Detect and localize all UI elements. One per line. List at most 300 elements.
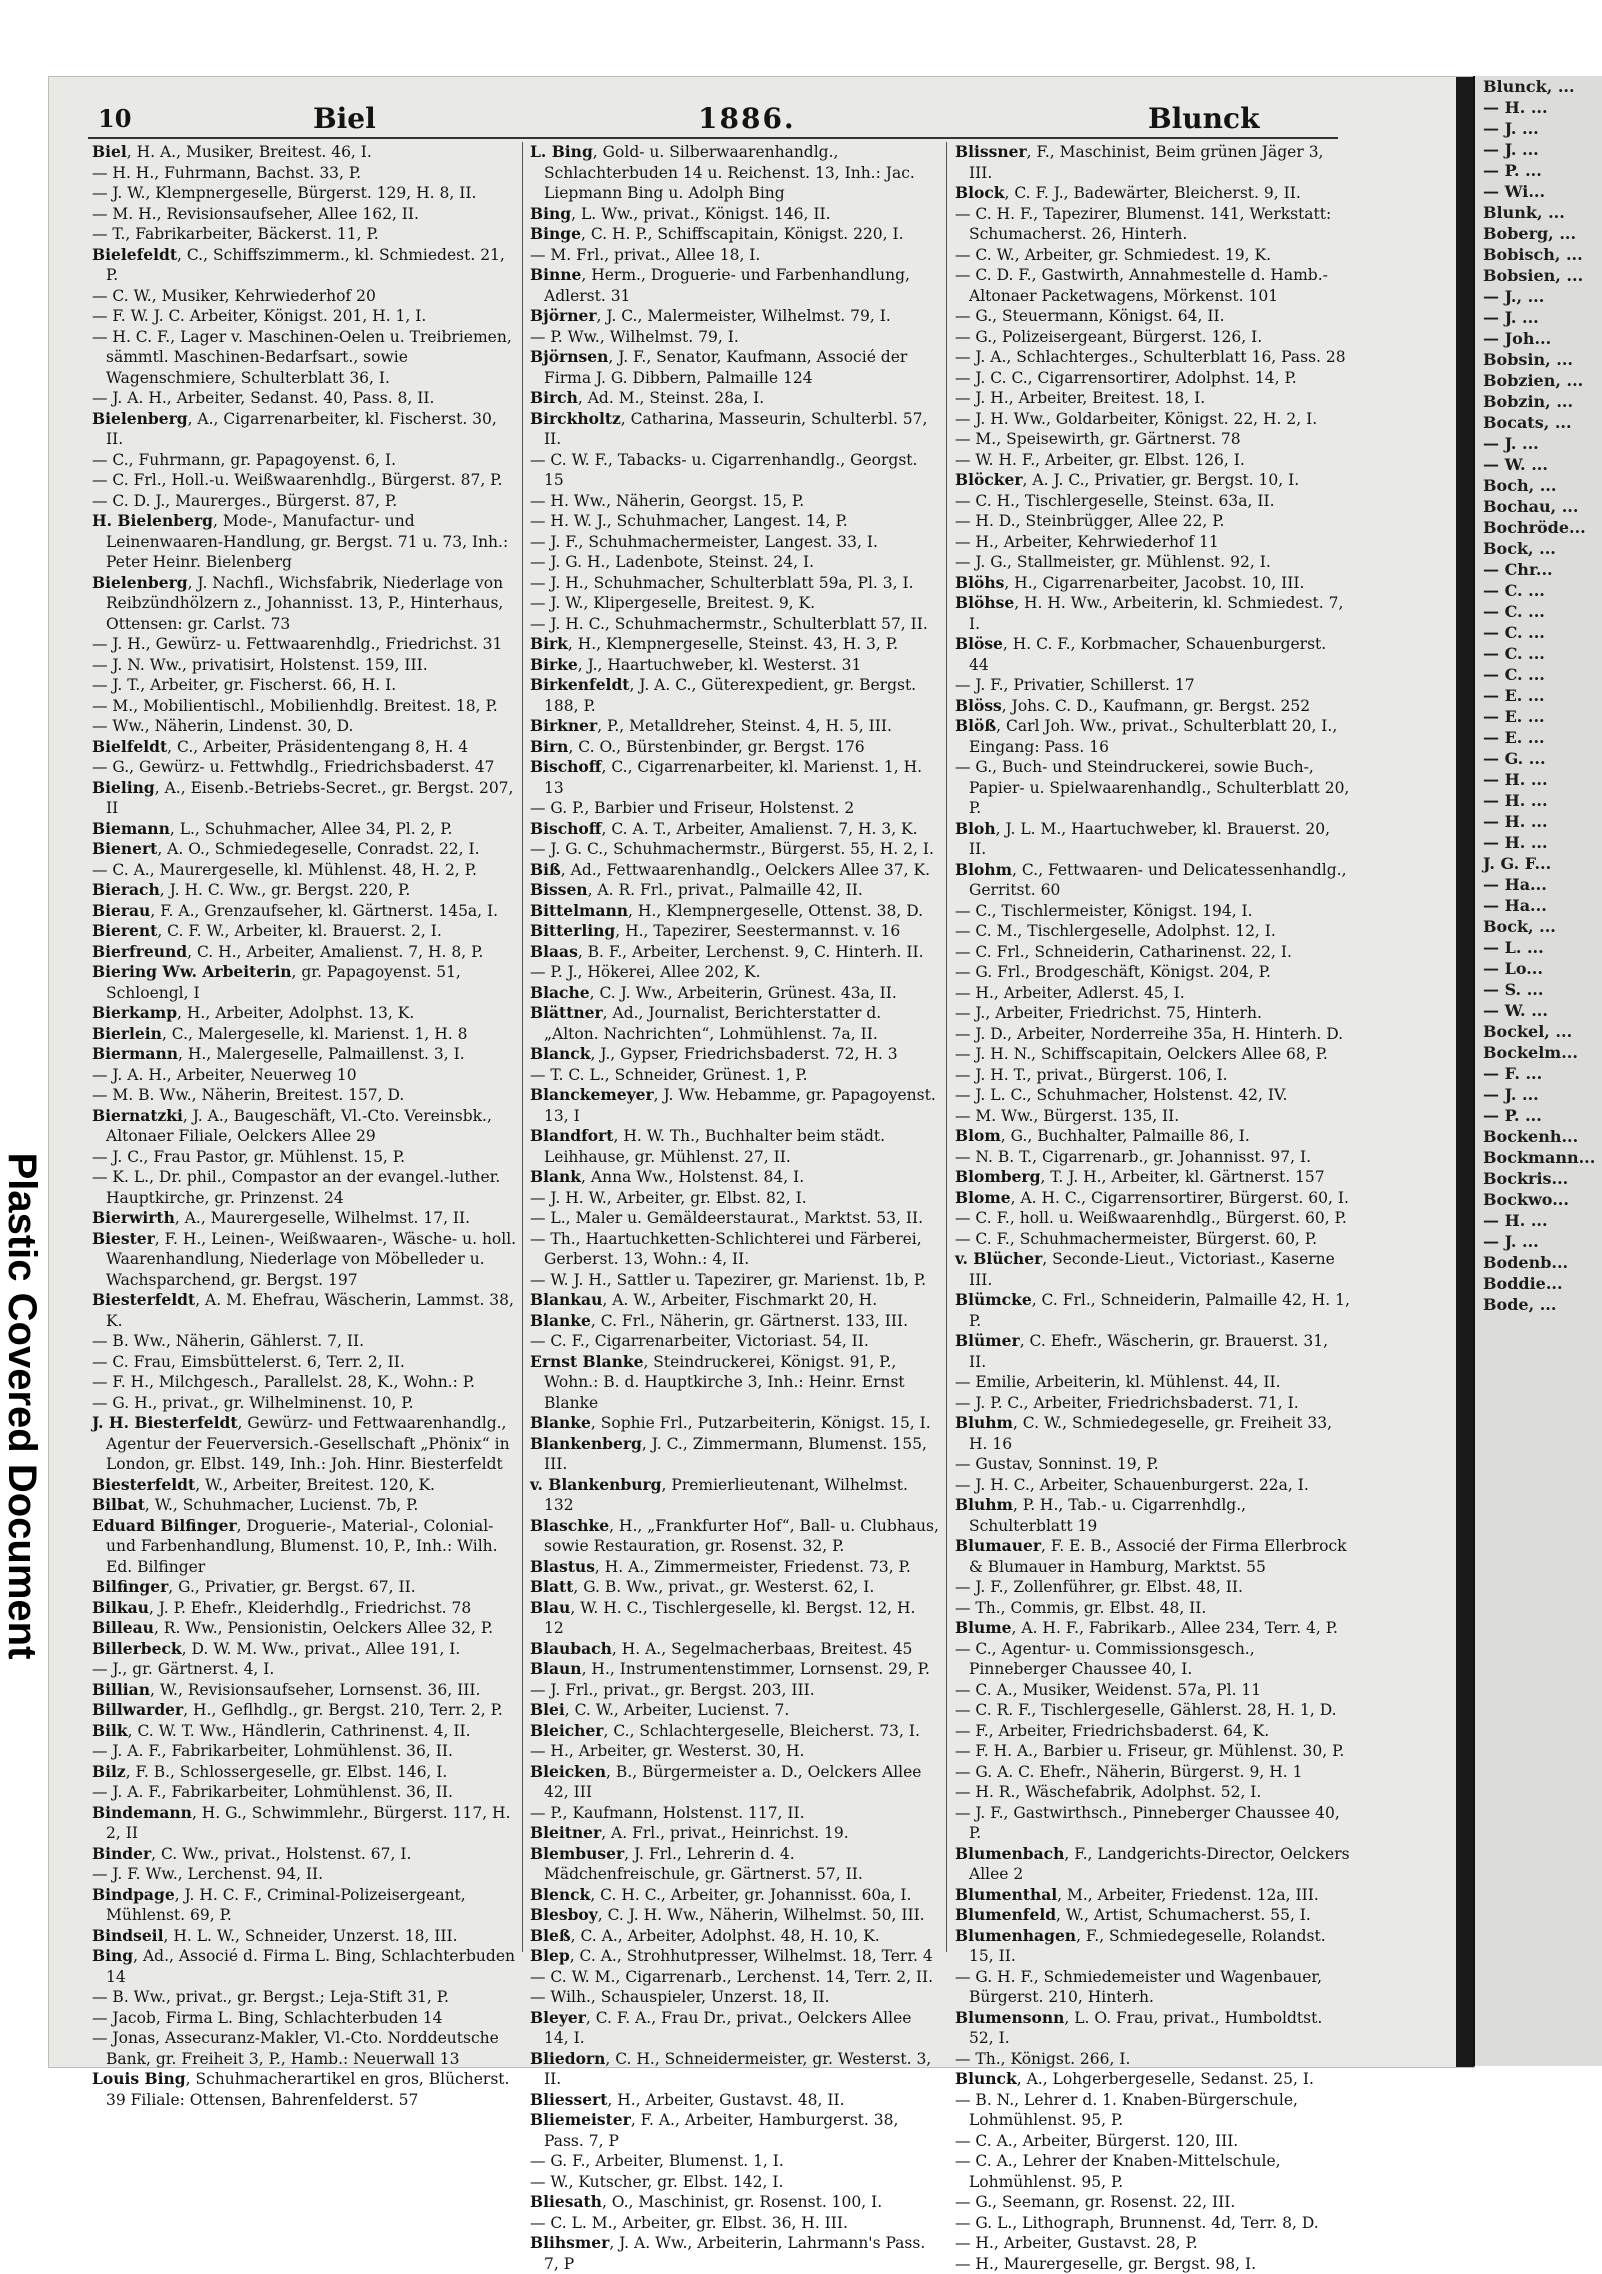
entry-surname: Bierfreund <box>92 942 187 961</box>
entry-surname: Bloh <box>955 819 996 838</box>
directory-entry: Blümer, C. Ehefr., Wäscherin, gr. Brauerst. 31, II. <box>955 1331 1350 1372</box>
directory-entry: — C. H. F., Tapezirer, Blumenst. 141, Werkstatt: Schumacherst. 26, Hinterh. <box>955 204 1350 245</box>
directory-entry: Blankau, A. W., Arbeiter, Fischmarkt 20, H. <box>530 1290 940 1311</box>
entry-surname: Blanckemeyer <box>530 1085 654 1104</box>
entry-surname: Blenck <box>530 1885 590 1904</box>
directory-entry: — J. H., Schuhmacher, Schulterblatt 59a, Pl. 3, I. <box>530 573 940 594</box>
directory-entry: Birn, C. O., Bürstenbinder, gr. Bergst. 176 <box>530 737 940 758</box>
entry-surname: Birk <box>530 634 568 653</box>
directory-entry: Blöhs, H., Cigarrenarbeiter, Jacobst. 10, III. <box>955 573 1350 594</box>
directory-entry: Birkenfeldt, J. A. C., Güterexpedient, gr. Bergst. 188, P. <box>530 675 940 716</box>
directory-entry: — Wilh., Schauspieler, Unzerst. 18, II. <box>530 1987 940 2008</box>
directory-entry: Bliesath, O., Maschinist, gr. Rosenst. 100, I. <box>530 2192 940 2213</box>
directory-entry: — M. H., Revisionsaufseher, Allee 162, II. <box>92 204 517 225</box>
header-year: 1886. <box>698 103 796 135</box>
directory-entry: — C. A., Lehrer der Knaben-Mittelschule, Lohmühlenst. 95, P. <box>955 2151 1350 2192</box>
directory-entry: Bierwirth, A., Maurergeselle, Wilhelmst. 17, II. <box>92 1208 517 1229</box>
directory-entry: — W. H. F., Arbeiter, gr. Elbst. 126, I. <box>955 450 1350 471</box>
entry-surname: Blumauer <box>955 1536 1041 1555</box>
directory-entry: — G., Polizeisergeant, Bürgerst. 126, I. <box>955 327 1350 348</box>
strip-entry: — P. ... <box>1475 1105 1602 1126</box>
directory-entry: Blumenthal, M., Arbeiter, Friedenst. 12a, III. <box>955 1885 1350 1906</box>
directory-entry: — Ww., Näherin, Lindenst. 30, D. <box>92 716 517 737</box>
strip-entry: — Chr... <box>1475 559 1602 580</box>
entry-surname: Bleicher <box>530 1721 603 1740</box>
directory-entry: — J. H. T., privat., Bürgerst. 106, I. <box>955 1065 1350 1086</box>
entry-surname: Blättner <box>530 1003 603 1022</box>
directory-entry: — H., Arbeiter, Adlerst. 45, I. <box>955 983 1350 1004</box>
entry-surname: Bitterling <box>530 921 615 940</box>
directory-entry: Blohm, C., Fettwaaren- und Delicatessenhandlg., Gerritst. 60 <box>955 860 1350 901</box>
directory-entry: — J. G., Stallmeister, gr. Mühlenst. 92, I. <box>955 552 1350 573</box>
entry-surname: Bilk <box>92 1721 128 1740</box>
directory-entry: Blaas, B. F., Arbeiter, Lerchenst. 9, C. Hinterh. II. <box>530 942 940 963</box>
directory-entry: — C. A., Maurergeselle, kl. Mühlenst. 48, H. 2, P. <box>92 860 517 881</box>
entry-surname: Blom <box>955 1126 1001 1145</box>
entry-surname: Blanck <box>530 1044 590 1063</box>
directory-column-3 <box>955 142 1350 1952</box>
directory-entry: Bielenberg, J. Nachfl., Wichsfabrik, Niederlage von Reibzündhölzern z., Johannisst. 13, P., Hinterhaus, Ottensen: gr. Carlst. 73 <box>92 573 517 635</box>
entry-surname: Blesboy <box>530 1905 598 1924</box>
strip-entry: Bockmann... <box>1475 1147 1602 1168</box>
strip-entry: — W. ... <box>1475 454 1602 475</box>
directory-entry: — J. A. F., Fabrikarbeiter, Lohmühlenst. 36, II. <box>92 1741 517 1762</box>
directory-entry: — J. C., Frau Pastor, gr. Mühlenst. 15, P. <box>92 1147 517 1168</box>
directory-entry: Blöse, H. C. F., Korbmacher, Schauenburgerst. 44 <box>955 634 1350 675</box>
directory-entry: Bindpage, J. H. C. F., Criminal-Polizeisergeant, Mühlenst. 69, P. <box>92 1885 517 1926</box>
directory-entry: — J. F., Zollenführer, gr. Elbst. 48, II. <box>955 1577 1350 1598</box>
strip-entry: — J. ... <box>1475 1231 1602 1252</box>
directory-entry: Blembuser, J. Frl., Lehrerin d. 4. Mädchenfreischule, gr. Gärtnerst. 57, II. <box>530 1844 940 1885</box>
directory-entry: — J. F., Privatier, Schillerst. 17 <box>955 675 1350 696</box>
strip-entry: Bockris... <box>1475 1168 1602 1189</box>
entry-surname: Bierau <box>92 901 150 920</box>
entry-surname: Biß <box>530 860 561 879</box>
directory-entry: Bissen, A. R. Frl., privat., Palmaille 42, II. <box>530 880 940 901</box>
entry-surname: Birckholtz <box>530 409 621 428</box>
strip-entry: — C. ... <box>1475 622 1602 643</box>
directory-column-2 <box>530 142 940 1952</box>
directory-entry: Bleß, C. A., Arbeiter, Adolphst. 48, H. 10, K. <box>530 1926 940 1947</box>
directory-entry: Blanke, C. Frl., Näherin, gr. Gärtnerst. 133, III. <box>530 1311 940 1332</box>
directory-entry: — J. W., Klempnergeselle, Bürgerst. 129, H. 8, II. <box>92 183 517 204</box>
directory-entry: Biering Ww. Arbeiterin, gr. Papagoyenst. 51, Schloengl, I <box>92 962 517 1003</box>
strip-entry: — J. ... <box>1475 1084 1602 1105</box>
directory-entry: v. Blankenburg, Premierlieutenant, Wilhelmst. 132 <box>530 1475 940 1516</box>
directory-entry: Bienert, A. O., Schmiedegeselle, Conradst. 22, I. <box>92 839 517 860</box>
strip-entry: — J. ... <box>1475 118 1602 139</box>
directory-entry: — C. F., Schuhmachermeister, Bürgerst. 60, P. <box>955 1229 1350 1250</box>
strip-entry: — J., ... <box>1475 286 1602 307</box>
directory-entry: Biß, Ad., Fettwaarenhandlg., Oelckers Allee 37, K. <box>530 860 940 881</box>
entry-surname: Ernst Blanke <box>530 1352 643 1371</box>
directory-entry: Bilfinger, G., Privatier, gr. Bergst. 67, II. <box>92 1577 517 1598</box>
directory-entry: — J. H. C., Arbeiter, Schauenburgerst. 22a, I. <box>955 1475 1350 1496</box>
entry-surname: Blei <box>530 1700 565 1719</box>
directory-entry: Blaubach, H. A., Segelmacherbaas, Breitest. 45 <box>530 1639 940 1660</box>
directory-entry: — G. L., Lithograph, Brunnenst. 4d, Terr. 8, D. <box>955 2213 1350 2234</box>
directory-entry: — J. G. H., Ladenbote, Steinst. 24, I. <box>530 552 940 573</box>
directory-entry: — C. D. J., Maurerges., Bürgerst. 87, P. <box>92 491 517 512</box>
entry-surname: Blunck <box>955 2069 1017 2088</box>
entry-surname: Blöcker <box>955 470 1023 489</box>
strip-entry: Bobzin, ... <box>1475 391 1602 412</box>
directory-entry: — C. W., Arbeiter, gr. Schmiedest. 19, K. <box>955 245 1350 266</box>
entry-surname: Blöß <box>955 716 996 735</box>
directory-entry: — C., Tischlermeister, Königst. 194, I. <box>955 901 1350 922</box>
directory-entry: — J. F. Ww., Lerchenst. 94, II. <box>92 1864 517 1885</box>
strip-entry: — H. ... <box>1475 97 1602 118</box>
running-head <box>88 103 1338 139</box>
entry-surname: Blümer <box>955 1331 1020 1350</box>
entry-surname: Blankau <box>530 1290 602 1309</box>
entry-surname: Blome <box>955 1188 1011 1207</box>
next-page-strip <box>1473 76 1602 2066</box>
strip-entry: Bobzien, ... <box>1475 370 1602 391</box>
strip-entry: — Lo... <box>1475 958 1602 979</box>
directory-entry: — G., Seemann, gr. Rosenst. 22, III. <box>955 2192 1350 2213</box>
strip-entry: — H. ... <box>1475 811 1602 832</box>
directory-entry: Blume, A. H. F., Fabrikarb., Allee 234, Terr. 4, P. <box>955 1618 1350 1639</box>
directory-entry: — H. H., Fuhrmann, Bachst. 33, P. <box>92 163 517 184</box>
strip-entry: — J. ... <box>1475 433 1602 454</box>
strip-entry: Bockwo... <box>1475 1189 1602 1210</box>
entry-surname: Bluhm <box>955 1495 1013 1514</box>
directory-entry: — C. D. F., Gastwirth, Annahmestelle d. Hamb.-Altonaer Packetwagens, Mörkenst. 101 <box>955 265 1350 306</box>
directory-entry: — C. F., holl. u. Weißwaarenhdlg., Bürgerst. 60, P. <box>955 1208 1350 1229</box>
column-divider <box>946 142 947 1952</box>
directory-entry: — M., Mobilientischl., Mobilienhdlg. Breitest. 18, P. <box>92 696 517 717</box>
entry-surname: Birch <box>530 388 578 407</box>
directory-entry: — P., Kaufmann, Holstenst. 117, II. <box>530 1803 940 1824</box>
strip-entry: Bockel, ... <box>1475 1021 1602 1042</box>
strip-entry: — H. ... <box>1475 1210 1602 1231</box>
directory-entry: Bittelmann, H., Klempnergeselle, Ottenst. 38, D. <box>530 901 940 922</box>
directory-entry: — J. F., Schuhmachermeister, Langest. 33, I. <box>530 532 940 553</box>
strip-entry: Bockenh... <box>1475 1126 1602 1147</box>
entry-surname: Billian <box>92 1680 150 1699</box>
directory-entry: Blumensonn, L. O. Frau, privat., Humboldtst. 52, I. <box>955 2008 1350 2049</box>
entry-surname: Bielefeldt <box>92 245 177 264</box>
directory-entry: — C. R. F., Tischlergeselle, Gählerst. 28, H. 1, D. <box>955 1700 1350 1721</box>
directory-entry: Blatt, G. B. Ww., privat., gr. Westerst. 62, I. <box>530 1577 940 1598</box>
directory-entry: Bindseil, H. L. W., Schneider, Unzerst. 18, III. <box>92 1926 517 1947</box>
directory-entry: — C. Frau, Eimsbüttelerst. 6, Terr. 2, II. <box>92 1352 517 1373</box>
entry-surname: Binder <box>92 1844 151 1863</box>
side-label: Plastic Covered Document <box>0 1126 44 1686</box>
entry-surname: Björner <box>530 306 597 325</box>
directory-entry: — H., Arbeiter, gr. Westerst. 30, H. <box>530 1741 940 1762</box>
strip-entry: — Ha... <box>1475 895 1602 916</box>
entry-surname: Birn <box>530 737 568 756</box>
directory-entry: — J. C. C., Cigarrensortirer, Adolphst. 14, P. <box>955 368 1350 389</box>
directory-entry: Blastus, H. A., Zimmermeister, Friedenst. 73, P. <box>530 1557 940 1578</box>
entry-surname: Bleyer <box>530 2008 586 2027</box>
directory-entry: Blaun, H., Instrumentenstimmer, Lornsenst. 29, P. <box>530 1659 940 1680</box>
directory-entry: — C. W. M., Cigarrenarb., Lerchenst. 14, Terr. 2, II. <box>530 1967 940 1988</box>
directory-entry: — Th., Haartuchketten-Schlichterei und Färberei, Gerberst. 13, Wohn.: 4, II. <box>530 1229 940 1270</box>
entry-surname: Biel <box>92 142 127 161</box>
strip-entry: Bochau, ... <box>1475 496 1602 517</box>
entry-surname: Bierent <box>92 921 157 940</box>
strip-entry: — Joh... <box>1475 328 1602 349</box>
directory-entry: Billerbeck, D. W. M. Ww., privat., Allee 191, I. <box>92 1639 517 1660</box>
directory-entry: — J. A. F., Fabrikarbeiter, Lohmühlenst. 36, II. <box>92 1782 517 1803</box>
strip-entry: Bocats, ... <box>1475 412 1602 433</box>
entry-surname: Bierwirth <box>92 1208 175 1227</box>
entry-surname: Billeau <box>92 1618 154 1637</box>
directory-entry: Bleicken, B., Bürgermeister a. D., Oelckers Allee 42, III <box>530 1762 940 1803</box>
directory-entry: Ernst Blanke, Steindruckerei, Königst. 91, P., Wohn.: B. d. Hauptkirche 3, Inh.: Heinr. Ernst Blanke <box>530 1352 940 1414</box>
entry-surname: Bischoff <box>530 757 601 776</box>
entry-surname: Biesterfeldt <box>92 1290 195 1309</box>
directory-entry: Bloh, J. L. M., Haartuchweber, kl. Brauerst. 20, II. <box>955 819 1350 860</box>
directory-entry: Biel, H. A., Musiker, Breitest. 46, I. <box>92 142 517 163</box>
directory-entry: Billeau, R. Ww., Pensionistin, Oelckers Allee 32, P. <box>92 1618 517 1639</box>
strip-entry: J. G. F... <box>1475 853 1602 874</box>
directory-entry: Bilk, C. W. T. Ww., Händlerin, Cathrinenst. 4, II. <box>92 1721 517 1742</box>
entry-surname: Biester <box>92 1229 155 1248</box>
directory-entry: Blache, C. J. Ww., Arbeiterin, Grünest. 43a, II. <box>530 983 940 1004</box>
directory-entry: — Th., Commis, gr. Elbst. 48, II. <box>955 1598 1350 1619</box>
entry-surname: J. H. Biesterfeldt <box>92 1413 238 1432</box>
strip-entry: — F. ... <box>1475 1063 1602 1084</box>
entry-surname: Bischoff <box>530 819 601 838</box>
directory-entry: Björnsen, J. F., Senator, Kaufmann, Associé der Firma J. G. Dibbern, Palmaille 124 <box>530 347 940 388</box>
directory-entry: — P. Ww., Wilhelmst. 79, I. <box>530 327 940 348</box>
directory-entry: — G., Gewürz- u. Fettwhdlg., Friedrichsbaderst. 47 <box>92 757 517 778</box>
directory-entry: — H., Arbeiter, Gustavst. 28, P. <box>955 2233 1350 2254</box>
directory-entry: — G., Steuermann, Königst. 64, II. <box>955 306 1350 327</box>
directory-entry: — B. Ww., Näherin, Gählerst. 7, II. <box>92 1331 517 1352</box>
directory-entry: — H. Ww., Näherin, Georgst. 15, P. <box>530 491 940 512</box>
strip-entry: — J. ... <box>1475 139 1602 160</box>
directory-entry: Biermann, H., Malergeselle, Palmaillenst. 3, I. <box>92 1044 517 1065</box>
entry-surname: Bliedorn <box>530 2049 605 2068</box>
entry-surname: Blumenbach <box>955 1844 1064 1863</box>
entry-surname: Bing <box>92 1946 133 1965</box>
directory-entry: Bielenberg, A., Cigarrenarbeiter, kl. Fischerst. 30, II. <box>92 409 517 450</box>
entry-surname: Blume <box>955 1618 1012 1637</box>
entry-surname: Blanke <box>530 1311 591 1330</box>
entry-surname: Blep <box>530 1946 570 1965</box>
entry-surname: Bilbat <box>92 1495 145 1514</box>
directory-entry: Birkner, P., Metalldreher, Steinst. 4, H. 5, III. <box>530 716 940 737</box>
strip-entry: — C. ... <box>1475 643 1602 664</box>
strip-entry: — E. ... <box>1475 727 1602 748</box>
directory-entry: — J., Arbeiter, Friedrichst. 75, Hinterh. <box>955 1003 1350 1024</box>
directory-entry: Eduard Bilfinger, Droguerie-, Material-, Colonial- und Farbenhandlung, Blumenst. 10, P., Inh.: Wilh. Ed. Bilfinger <box>92 1516 517 1578</box>
entry-surname: Blumenhagen <box>955 1926 1076 1945</box>
directory-entry: — M. B. Ww., Näherin, Breitest. 157, D. <box>92 1085 517 1106</box>
entry-surname: Bielenberg <box>92 573 188 592</box>
directory-entry: Biesterfeldt, A. M. Ehefrau, Wäscherin, Lammst. 38, K. <box>92 1290 517 1331</box>
entry-surname: Biesterfeldt <box>92 1475 195 1494</box>
directory-entry: — J. H., Gewürz- u. Fettwaarenhdlg., Friedrichst. 31 <box>92 634 517 655</box>
entry-surname: Bindseil <box>92 1926 163 1945</box>
strip-entry: Bock, ... <box>1475 538 1602 559</box>
directory-entry: Biemann, L., Schuhmacher, Allee 34, Pl. 2, P. <box>92 819 517 840</box>
directory-entry: Bilkau, J. P. Ehefr., Kleiderhdlg., Friedrichst. 78 <box>92 1598 517 1619</box>
directory-entry: Bierfreund, C. H., Arbeiter, Amalienst. 7, H. 8, P. <box>92 942 517 963</box>
directory-entry: Blissner, F., Maschinist, Beim grünen Jäger 3, III. <box>955 142 1350 183</box>
directory-entry: — C. W., Musiker, Kehrwiederhof 20 <box>92 286 517 307</box>
directory-entry: — C. L. M., Arbeiter, gr. Elbst. 36, H. III. <box>530 2213 940 2234</box>
directory-entry: Bleitner, A. Frl., privat., Heinrichst. 19. <box>530 1823 940 1844</box>
directory-entry: — J. H., Arbeiter, Breitest. 18, I. <box>955 388 1350 409</box>
column-divider <box>522 142 523 1952</box>
entry-surname: Blastus <box>530 1557 595 1576</box>
entry-surname: Billwarder <box>92 1700 183 1719</box>
entry-surname: Bilfinger <box>92 1577 168 1596</box>
directory-entry: — C. F., Cigarrenarbeiter, Victoriast. 54, II. <box>530 1331 940 1352</box>
entry-surname: Blatt <box>530 1577 573 1596</box>
entry-surname: Biemann <box>92 819 170 838</box>
directory-entry: Binder, C. Ww., privat., Holstenst. 67, I. <box>92 1844 517 1865</box>
directory-entry: — T. C. L., Schneider, Grünest. 1, P. <box>530 1065 940 1086</box>
directory-entry: Biesterfeldt, W., Arbeiter, Breitest. 120, K. <box>92 1475 517 1496</box>
directory-entry: Blankenberg, J. C., Zimmermann, Blumenst. 155, III. <box>530 1434 940 1475</box>
directory-entry: Billian, W., Revisionsaufseher, Lornsenst. 36, III. <box>92 1680 517 1701</box>
entry-surname: Bliemeister <box>530 2110 631 2129</box>
directory-entry: Bischoff, C., Cigarrenarbeiter, kl. Marienst. 1, H. 13 <box>530 757 940 798</box>
directory-entry: Birke, J., Haartuchweber, kl. Westerst. 31 <box>530 655 940 676</box>
directory-entry: Bleicher, C., Schlachtergeselle, Bleicherst. 73, I. <box>530 1721 940 1742</box>
directory-entry: Bluhm, P. H., Tab.- u. Cigarrenhdlg., Schulterblatt 19 <box>955 1495 1350 1536</box>
directory-entry: — J. D., Arbeiter, Norderreihe 35a, H. Hinterh. D. <box>955 1024 1350 1045</box>
strip-entry: — Ha... <box>1475 874 1602 895</box>
entry-surname: Blöhs <box>955 573 1004 592</box>
entry-surname: Bierlein <box>92 1024 162 1043</box>
strip-entry: — W. ... <box>1475 1000 1602 1021</box>
entry-surname: Bienert <box>92 839 157 858</box>
entry-surname: Blank <box>530 1167 581 1186</box>
directory-entry: — C., Fuhrmann, gr. Papagoyenst. 6, I. <box>92 450 517 471</box>
strip-entry: Boch, ... <box>1475 475 1602 496</box>
header-right-word: Blunck <box>1148 103 1259 135</box>
entry-surname: Blau <box>530 1598 570 1617</box>
directory-entry: — J. H. C., Schuhmachermstr., Schulterblatt 57, II. <box>530 614 940 635</box>
directory-entry: — J. H. Ww., Goldarbeiter, Königst. 22, H. 2, I. <box>955 409 1350 430</box>
strip-entry: Blunck, ... <box>1475 76 1602 97</box>
directory-entry: — H., Arbeiter, Kehrwiederhof 11 <box>955 532 1350 553</box>
directory-entry: Bieling, A., Eisenb.-Betriebs-Secret., gr. Bergst. 207, II <box>92 778 517 819</box>
directory-entry: Bielefeldt, C., Schiffszimmerm., kl. Schmiedest. 21, P. <box>92 245 517 286</box>
entry-surname: Block <box>955 183 1005 202</box>
entry-surname: Bing <box>530 204 571 223</box>
entry-surname: Binne <box>530 265 581 284</box>
directory-entry: — M., Speisewirth, gr. Gärtnerst. 78 <box>955 429 1350 450</box>
directory-entry: Blome, A. H. C., Cigarrensortirer, Bürgerst. 60, I. <box>955 1188 1350 1209</box>
directory-entry: — B. N., Lehrer d. 1. Knaben-Bürgerschule, Lohmühlenst. 95, P. <box>955 2090 1350 2131</box>
directory-entry: Bitterling, H., Tapezirer, Seestermannst. v. 16 <box>530 921 940 942</box>
directory-entry: — Jonas, Assecuranz-Makler, Vl.-Cto. Norddeutsche Bank, gr. Freiheit 3, P., Hamb.: Neuerwall 13 <box>92 2028 517 2069</box>
directory-entry: Bierent, C. F. W., Arbeiter, kl. Brauerst. 2, I. <box>92 921 517 942</box>
entry-surname: Blaubach <box>530 1639 612 1658</box>
directory-entry: Bliessert, H., Arbeiter, Gustavst. 48, II. <box>530 2090 940 2111</box>
directory-entry: J. H. Biesterfeldt, Gewürz- und Fettwaarenhandlg., Agentur der Feuerversich.-Gesellschaft „Phönix“ in London, gr. Elbst. 149, Inh.: Joh. Hinr. Biesterfeldt <box>92 1413 517 1475</box>
directory-entry: — J. W., Klipergeselle, Breitest. 9, K. <box>530 593 940 614</box>
directory-entry: Blank, Anna Ww., Holstenst. 84, I. <box>530 1167 940 1188</box>
directory-entry: — F., Arbeiter, Friedrichsbaderst. 64, K. <box>955 1721 1350 1742</box>
directory-entry: — C. W. F., Tabacks- u. Cigarrenhandlg., Georgst. 15 <box>530 450 940 491</box>
strip-entry: — H. ... <box>1475 832 1602 853</box>
directory-entry: Birk, H., Klempnergeselle, Steinst. 43, H. 3, P. <box>530 634 940 655</box>
directory-entry: v. Blücher, Seconde-Lieut., Victoriast., Kaserne III. <box>955 1249 1350 1290</box>
entry-surname: Bielfeldt <box>92 737 167 756</box>
entry-surname: Blaun <box>530 1659 582 1678</box>
directory-entry: Billwarder, H., Geflhdlg., gr. Bergst. 210, Terr. 2, P. <box>92 1700 517 1721</box>
directory-entry: — W. J. H., Sattler u. Tapezirer, gr. Marienst. 1b, P. <box>530 1270 940 1291</box>
entry-surname: Blache <box>530 983 590 1002</box>
directory-entry: Blandfort, H. W. Th., Buchhalter beim städt. Leihhause, gr. Mühlenst. 27, II. <box>530 1126 940 1167</box>
directory-entry: — C. Frl., Holl.-u. Weißwaarenhdlg., Bürgerst. 87, P. <box>92 470 517 491</box>
directory-entry: — G. H. F., Schmiedemeister und Wagenbauer, Bürgerst. 210, Hinterh. <box>955 1967 1350 2008</box>
strip-entry: — H. ... <box>1475 769 1602 790</box>
directory-entry: — C. Frl., Schneiderin, Catharinenst. 22, I. <box>955 942 1350 963</box>
strip-entry: Bockelm... <box>1475 1042 1602 1063</box>
directory-entry: Blihsmer, J. A. Ww., Arbeiterin, Lahrmann's Pass. 7, P <box>530 2233 940 2274</box>
strip-entry: — P. ... <box>1475 160 1602 181</box>
entry-surname: Billerbeck <box>92 1639 182 1658</box>
strip-entry: Blunk, ... <box>1475 202 1602 223</box>
entry-surname: Bieling <box>92 778 155 797</box>
directory-entry: — J. L. C., Schuhmacher, Holstenst. 42, IV. <box>955 1085 1350 1106</box>
directory-entry: Bliemeister, F. A., Arbeiter, Hamburgerst. 38, Pass. 7, P <box>530 2110 940 2151</box>
entry-surname: Binge <box>530 224 581 243</box>
entry-surname: Björnsen <box>530 347 608 366</box>
directory-entry: — Gustav, Sonninst. 19, P. <box>955 1454 1350 1475</box>
entry-surname: Blomberg <box>955 1167 1040 1186</box>
directory-entry: Louis Bing, Schuhmacherartikel en gros, Blücherst. 39 Filiale: Ottensen, Bahrenfelderst. 57 <box>92 2069 517 2110</box>
directory-entry: Blom, G., Buchhalter, Palmaille 86, I. <box>955 1126 1350 1147</box>
entry-surname: Birke <box>530 655 578 674</box>
directory-entry: H. Bielenberg, Mode-, Manufactur- und Leinenwaaren-Handlung, gr. Bergst. 71 u. 73, Inh.: Peter Heinr. Bielenberg <box>92 511 517 573</box>
directory-entry: Blümcke, C. Frl., Schneiderin, Palmaille 42, H. 1, P. <box>955 1290 1350 1331</box>
directory-entry: Blättner, Ad., Journalist, Berichterstatter d. „Alton. Nachrichten“, Lohmühlenst. 7a, II. <box>530 1003 940 1044</box>
directory-entry: — H., Maurergeselle, gr. Bergst. 98, I. <box>955 2254 1350 2274</box>
directory-entry: Bilz, F. B., Schlossergeselle, gr. Elbst. 146, I. <box>92 1762 517 1783</box>
entry-surname: Bliessert <box>530 2090 607 2109</box>
entry-surname: Blanke <box>530 1413 591 1432</box>
directory-entry: — G. Frl., Brodgeschäft, Königst. 204, P. <box>955 962 1350 983</box>
entry-surname: Bittelmann <box>530 901 628 920</box>
entry-surname: Bleicken <box>530 1762 606 1781</box>
entry-surname: Biernatzki <box>92 1106 183 1125</box>
directory-entry: — F. W. J. C. Arbeiter, Königst. 201, H. 1, I. <box>92 306 517 327</box>
strip-entry: — E. ... <box>1475 706 1602 727</box>
entry-surname: Blöhse <box>955 593 1014 612</box>
directory-entry: Blanckemeyer, J. Ww. Hebamme, gr. Papagoyenst. 13, I <box>530 1085 940 1126</box>
directory-entry: Blöcker, A. J. C., Privatier, gr. Bergst. 10, I. <box>955 470 1350 491</box>
directory-entry: Birch, Ad. M., Steinst. 28a, I. <box>530 388 940 409</box>
entry-surname: Bindemann <box>92 1803 192 1822</box>
directory-entry: Bischoff, C. A. T., Arbeiter, Amalienst. 7, H. 3, K. <box>530 819 940 840</box>
strip-entry: Bodenb... <box>1475 1252 1602 1273</box>
entry-surname: Blandfort <box>530 1126 613 1145</box>
entry-surname: Biering Ww. Arbeiterin <box>92 962 292 981</box>
strip-entry: — C. ... <box>1475 580 1602 601</box>
directory-entry: Bierkamp, H., Arbeiter, Adolphst. 13, K. <box>92 1003 517 1024</box>
directory-entry: Bierlein, C., Malergeselle, kl. Marienst. 1, H. 8 <box>92 1024 517 1045</box>
entry-surname: Bierach <box>92 880 160 899</box>
directory-entry: Binge, C. H. P., Schiffscapitain, Königst. 220, I. <box>530 224 940 245</box>
header-left-word: Biel <box>313 103 376 135</box>
directory-entry: — Th., Königst. 266, I. <box>955 2049 1350 2070</box>
strip-entry: Boberg, ... <box>1475 223 1602 244</box>
directory-entry: — C. M., Tischlergeselle, Adolphst. 12, I. <box>955 921 1350 942</box>
entry-surname: Blöse <box>955 634 1003 653</box>
